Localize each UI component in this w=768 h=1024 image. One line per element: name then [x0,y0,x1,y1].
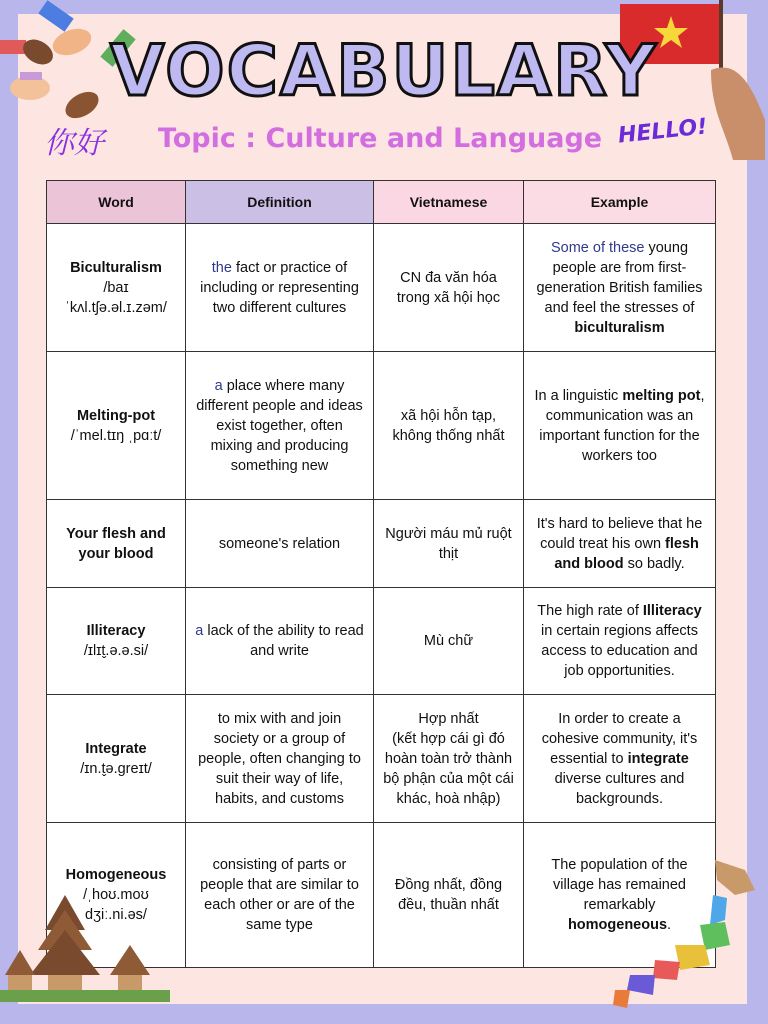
example-keyword: Illiteracy [642,603,702,619]
definition-text: fact or practice of including or representing two different cultures [200,259,359,316]
definition-cell [186,500,374,588]
word-cell [47,352,186,500]
word-cell [47,588,186,695]
vietnamese-cell: xã hội hỗn tạp, không thống nhất [374,352,524,500]
table-header-row [47,181,716,224]
example-keyword: biculturalism [574,319,665,336]
column-header-example: Example [524,181,716,224]
word-ipa: /ɪlɪt̬.ə.ə.si/ [83,643,149,659]
definition-cell [186,695,374,823]
definition-text: consisting of parts or people that are similar to each other or are of the same type [200,857,359,933]
example-cell [524,352,716,500]
example-cell [524,695,716,823]
example-text-end: so badly. [623,555,685,572]
definition-lead: the [211,259,232,276]
word-cell [47,224,186,352]
word-ipa: /baɪˈkʌl.tʃə.əl.ɪ.zəm/ [65,279,167,316]
example-keyword: flesh and blood [554,535,699,572]
definition-text: place where many different people and ideas exist together, often mixing and producing something new [196,377,363,474]
example-text-end: diverse cultures and backgrounds. [554,770,685,807]
word-cell [47,500,186,588]
vietnamese-cell: Hợp nhất (kết hợp cái gì đó hoàn toàn trở thành bộ phận của một cái khác, hoà nhập) [374,695,524,823]
chinese-greeting: 你好 [44,126,104,161]
example-cell [524,224,716,352]
vietnamese-cell: Đồng nhất, đồng đều, thuần nhất [374,823,524,968]
example-text: In a linguistic [534,387,623,404]
column-header-definition: Definition [186,181,374,224]
definition-lead: a [195,623,204,639]
vietnamese-cell: Mù chữ [374,588,524,695]
table-row [47,695,716,823]
topic-subtitle: Topic : Culture and Language [157,123,603,154]
definition-cell [186,823,374,968]
column-header-vietnamese: Vietnamese [374,181,524,224]
example-cell [524,500,716,588]
word-term: Illiteracy [86,623,146,639]
example-text-end: . [667,917,672,933]
table-row [47,224,716,352]
word-term: Biculturalism [70,259,162,276]
word-ipa: /ˈmel.tɪŋ ˌpɑːt/ [70,427,162,444]
example-text-end: in certain regions affects access to education and job opportunities. [541,623,698,679]
table-row [47,588,716,695]
vietnamese-cell: Người máu mủ ruột thịt [374,500,524,588]
definition-cell [186,352,374,500]
temple-illustration [0,890,170,1010]
vietnamese-cell: CN đa văn hóa trong xã hội học [374,224,524,352]
hello-badge: HELLO! [616,114,709,149]
word-ipa: /ˌhoʊ.moʊ dʒiː.ni.əs/ [83,887,149,923]
example-cell [524,588,716,695]
example-keyword: melting pot [622,387,701,404]
definition-lead: a [214,377,223,394]
definition-text: someone's relation [218,535,341,552]
example-text-end: , communication was an important function for the workers too [539,387,705,464]
definition-text: to mix with and join society or a group of people, often changing to suit their way of life, habits, and customs [198,710,361,807]
example-keyword: integrate [627,750,689,767]
example-lead: Some of these [550,239,645,256]
example-keyword: homogeneous [567,917,668,933]
japan-map-illustration [605,850,765,1010]
word-term: Your flesh and your blood [66,525,166,562]
example-text: The population of the village has remained remarkably [551,857,688,913]
word-cell [47,695,186,823]
example-text: In order to create a cohesive community, it's essential to [541,710,698,767]
table-row [47,352,716,500]
definition-cell [186,588,374,695]
example-text: young people are from first-generation British families and feel the stresses of [536,239,703,316]
definition-text: lack of the ability to read and write [203,623,364,659]
page-title: VOCABULARY [110,30,658,112]
word-term: Integrate [85,740,147,757]
word-term: Melting-pot [76,407,156,424]
column-header-word: Word [47,181,186,224]
table-row [47,500,716,588]
example-text: The high rate of [537,603,643,619]
example-text: It's hard to believe that he could treat his own [536,515,703,552]
word-ipa: /ɪn.t̬ə.ɡreɪt/ [80,760,152,777]
word-term: Homogeneous [65,867,167,883]
definition-cell [186,224,374,352]
